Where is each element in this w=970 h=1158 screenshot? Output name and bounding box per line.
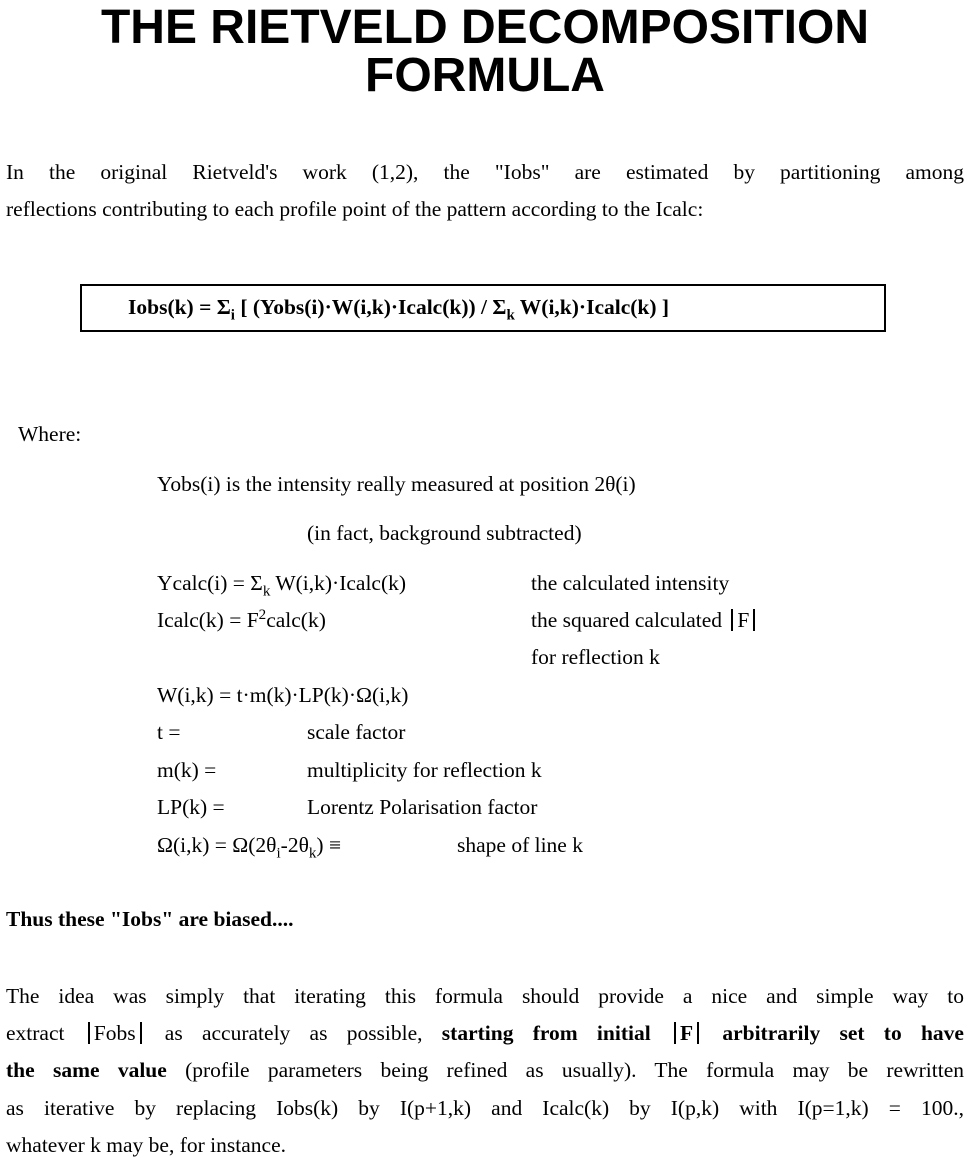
idea-line-4: as iterative by replacing Iobs(k) by I(p+1,k) and Icalc(k) by I(p,k) with I(p=1,k) = 100., bbox=[6, 1096, 964, 1120]
def-t-lhs: t = bbox=[157, 720, 181, 744]
def-ycalc: Ycalc(i) = $\Sigma_k$ W(i,k)·Icalc(k) bbox=[157, 571, 407, 600]
def-yobs: Yobs(i) is the intensity really measured at position 2θ(i) bbox=[157, 472, 636, 496]
page-title-line-2: FORMULA bbox=[365, 49, 605, 102]
intro-line-1: In the original Rietveld's work (1,2), the "Iobs" are estimated by partitioning among bbox=[6, 160, 964, 184]
def-lp-desc: Lorentz Polarisation factor bbox=[307, 795, 538, 819]
def-icalc-desc-2: for reflection k bbox=[531, 645, 660, 669]
where-label: Where: bbox=[18, 422, 82, 446]
def-omega: $\Omega(i,k) = \Omega(2\theta_i-2\theta_k)$ ≡ bbox=[157, 833, 342, 862]
idea-line-1: The idea was simply that iterating this formula should provide a nice and simple way to bbox=[6, 984, 964, 1008]
def-m-lhs: m(k) = bbox=[157, 758, 217, 782]
def-yobs-note: (in fact, background subtracted) bbox=[307, 521, 582, 545]
idea-line-3: the same value (profile parameters being refined as usually). The formula may be rewritten bbox=[6, 1058, 964, 1082]
def-w: W(i,k) = t·m(k)·LP(k)·Ω(i,k) bbox=[157, 683, 409, 707]
decomposition-formula: Iobs(k) = $\Sigma_i$ [ (Yobs(i)·W(i,k)·Icalc(k)) / $\Sigma_k$ W(i,k)·Icalc(k) ] bbox=[128, 295, 670, 324]
def-omega-desc: shape of line k bbox=[457, 833, 583, 857]
intro-line-2: reflections contributing to each profile point of the pattern according to the Icalc: bbox=[6, 197, 704, 221]
page-title-line-1: THE RIETVELD DECOMPOSITION bbox=[100, 1, 870, 54]
idea-line-2: extract Fobs as accurately as possible, starting from initial F arbitrarily set to have bbox=[6, 1021, 964, 1045]
idea-line-5: whatever k may be, for instance. bbox=[6, 1133, 286, 1157]
def-t-desc: scale factor bbox=[307, 720, 406, 744]
biased-statement: Thus these "Iobs" are biased.... bbox=[6, 907, 294, 931]
def-ycalc-desc: the calculated intensity bbox=[531, 571, 730, 595]
def-m-desc: multiplicity for reflection k bbox=[307, 758, 542, 782]
formula-box bbox=[80, 284, 886, 332]
def-icalc: Icalc(k) = $F^2calc(k)$ bbox=[157, 606, 326, 632]
def-icalc-desc: the squared calculated F bbox=[531, 607, 759, 633]
def-lp-lhs: LP(k) = bbox=[157, 795, 225, 819]
